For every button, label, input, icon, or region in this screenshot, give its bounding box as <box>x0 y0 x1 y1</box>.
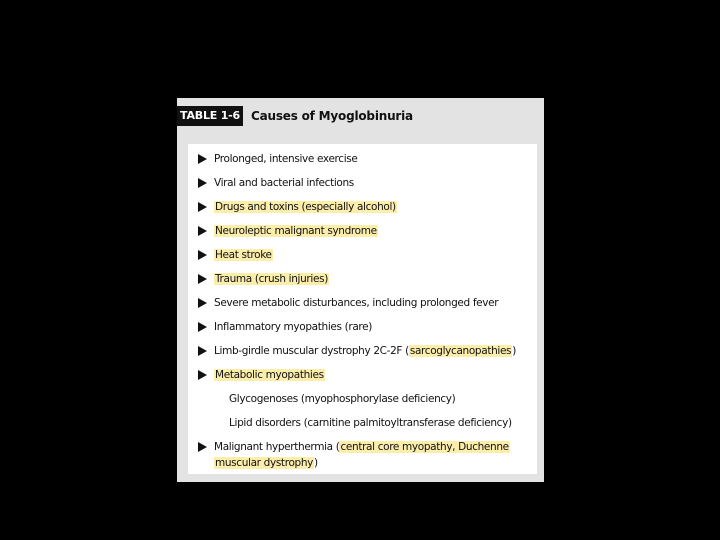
bullet-arrow-icon <box>198 346 207 356</box>
item-text <box>214 199 397 215</box>
highlighted-text: Drugs and toxins (especially alcohol) <box>215 201 396 213</box>
item-text <box>214 319 372 335</box>
text-segment: ) <box>512 345 516 357</box>
table-label: TABLE 1-6 <box>177 106 243 126</box>
sub-item-text <box>229 415 512 431</box>
item-text <box>214 455 318 471</box>
item-text <box>214 175 354 191</box>
text-segment: Limb-girdle muscular dystrophy 2C-2F ( <box>214 345 409 357</box>
item-text <box>214 151 358 167</box>
bullet-arrow-icon <box>198 370 207 380</box>
bullet-arrow-icon <box>198 202 207 212</box>
table-body <box>188 144 537 474</box>
bullet-arrow-icon <box>198 178 207 188</box>
bullet-arrow-icon <box>198 250 207 260</box>
item-text <box>214 295 498 311</box>
item-text <box>214 367 325 383</box>
highlighted-text: central core myopathy, Duchenne <box>340 441 509 453</box>
table-card <box>177 98 544 482</box>
highlighted-text: Heat stroke <box>215 249 272 261</box>
highlighted-text: sarcoglycanopathies <box>409 345 512 357</box>
bullet-arrow-icon <box>198 154 207 164</box>
text-segment: Viral and bacterial infections <box>214 177 354 189</box>
highlighted-text: Metabolic myopathies <box>215 369 324 381</box>
bullet-arrow-icon <box>198 274 207 284</box>
highlighted-text: Trauma (crush injuries) <box>215 273 328 285</box>
item-text <box>214 343 516 359</box>
item-text <box>214 247 273 263</box>
bullet-arrow-icon <box>198 322 207 332</box>
text-segment: Severe metabolic disturbances, including prolonged fever <box>214 297 499 309</box>
bullet-arrow-icon <box>198 442 207 452</box>
item-text <box>214 439 510 455</box>
highlighted-text: Neuroleptic malignant syndrome <box>215 225 377 237</box>
sub-item-text <box>229 391 455 407</box>
text-segment: Lipid disorders (carnitine palmitoyltransferase deficiency) <box>229 417 512 429</box>
item-text <box>214 271 329 287</box>
table-header <box>177 104 413 128</box>
text-segment: Prolonged, intensive exercise <box>214 153 358 165</box>
bullet-arrow-icon <box>198 226 207 236</box>
text-segment: ) <box>314 457 318 469</box>
highlighted-text: muscular dystrophy <box>215 457 313 469</box>
table-title: Causes of Myoglobinuria <box>250 109 413 123</box>
bullet-arrow-icon <box>198 298 207 308</box>
text-segment: Malignant hyperthermia ( <box>214 441 340 453</box>
text-segment: Inflammatory myopathies (rare) <box>214 321 373 333</box>
text-segment: Glycogenoses (myophosphorylase deficiency) <box>229 393 456 405</box>
item-text <box>214 223 378 239</box>
